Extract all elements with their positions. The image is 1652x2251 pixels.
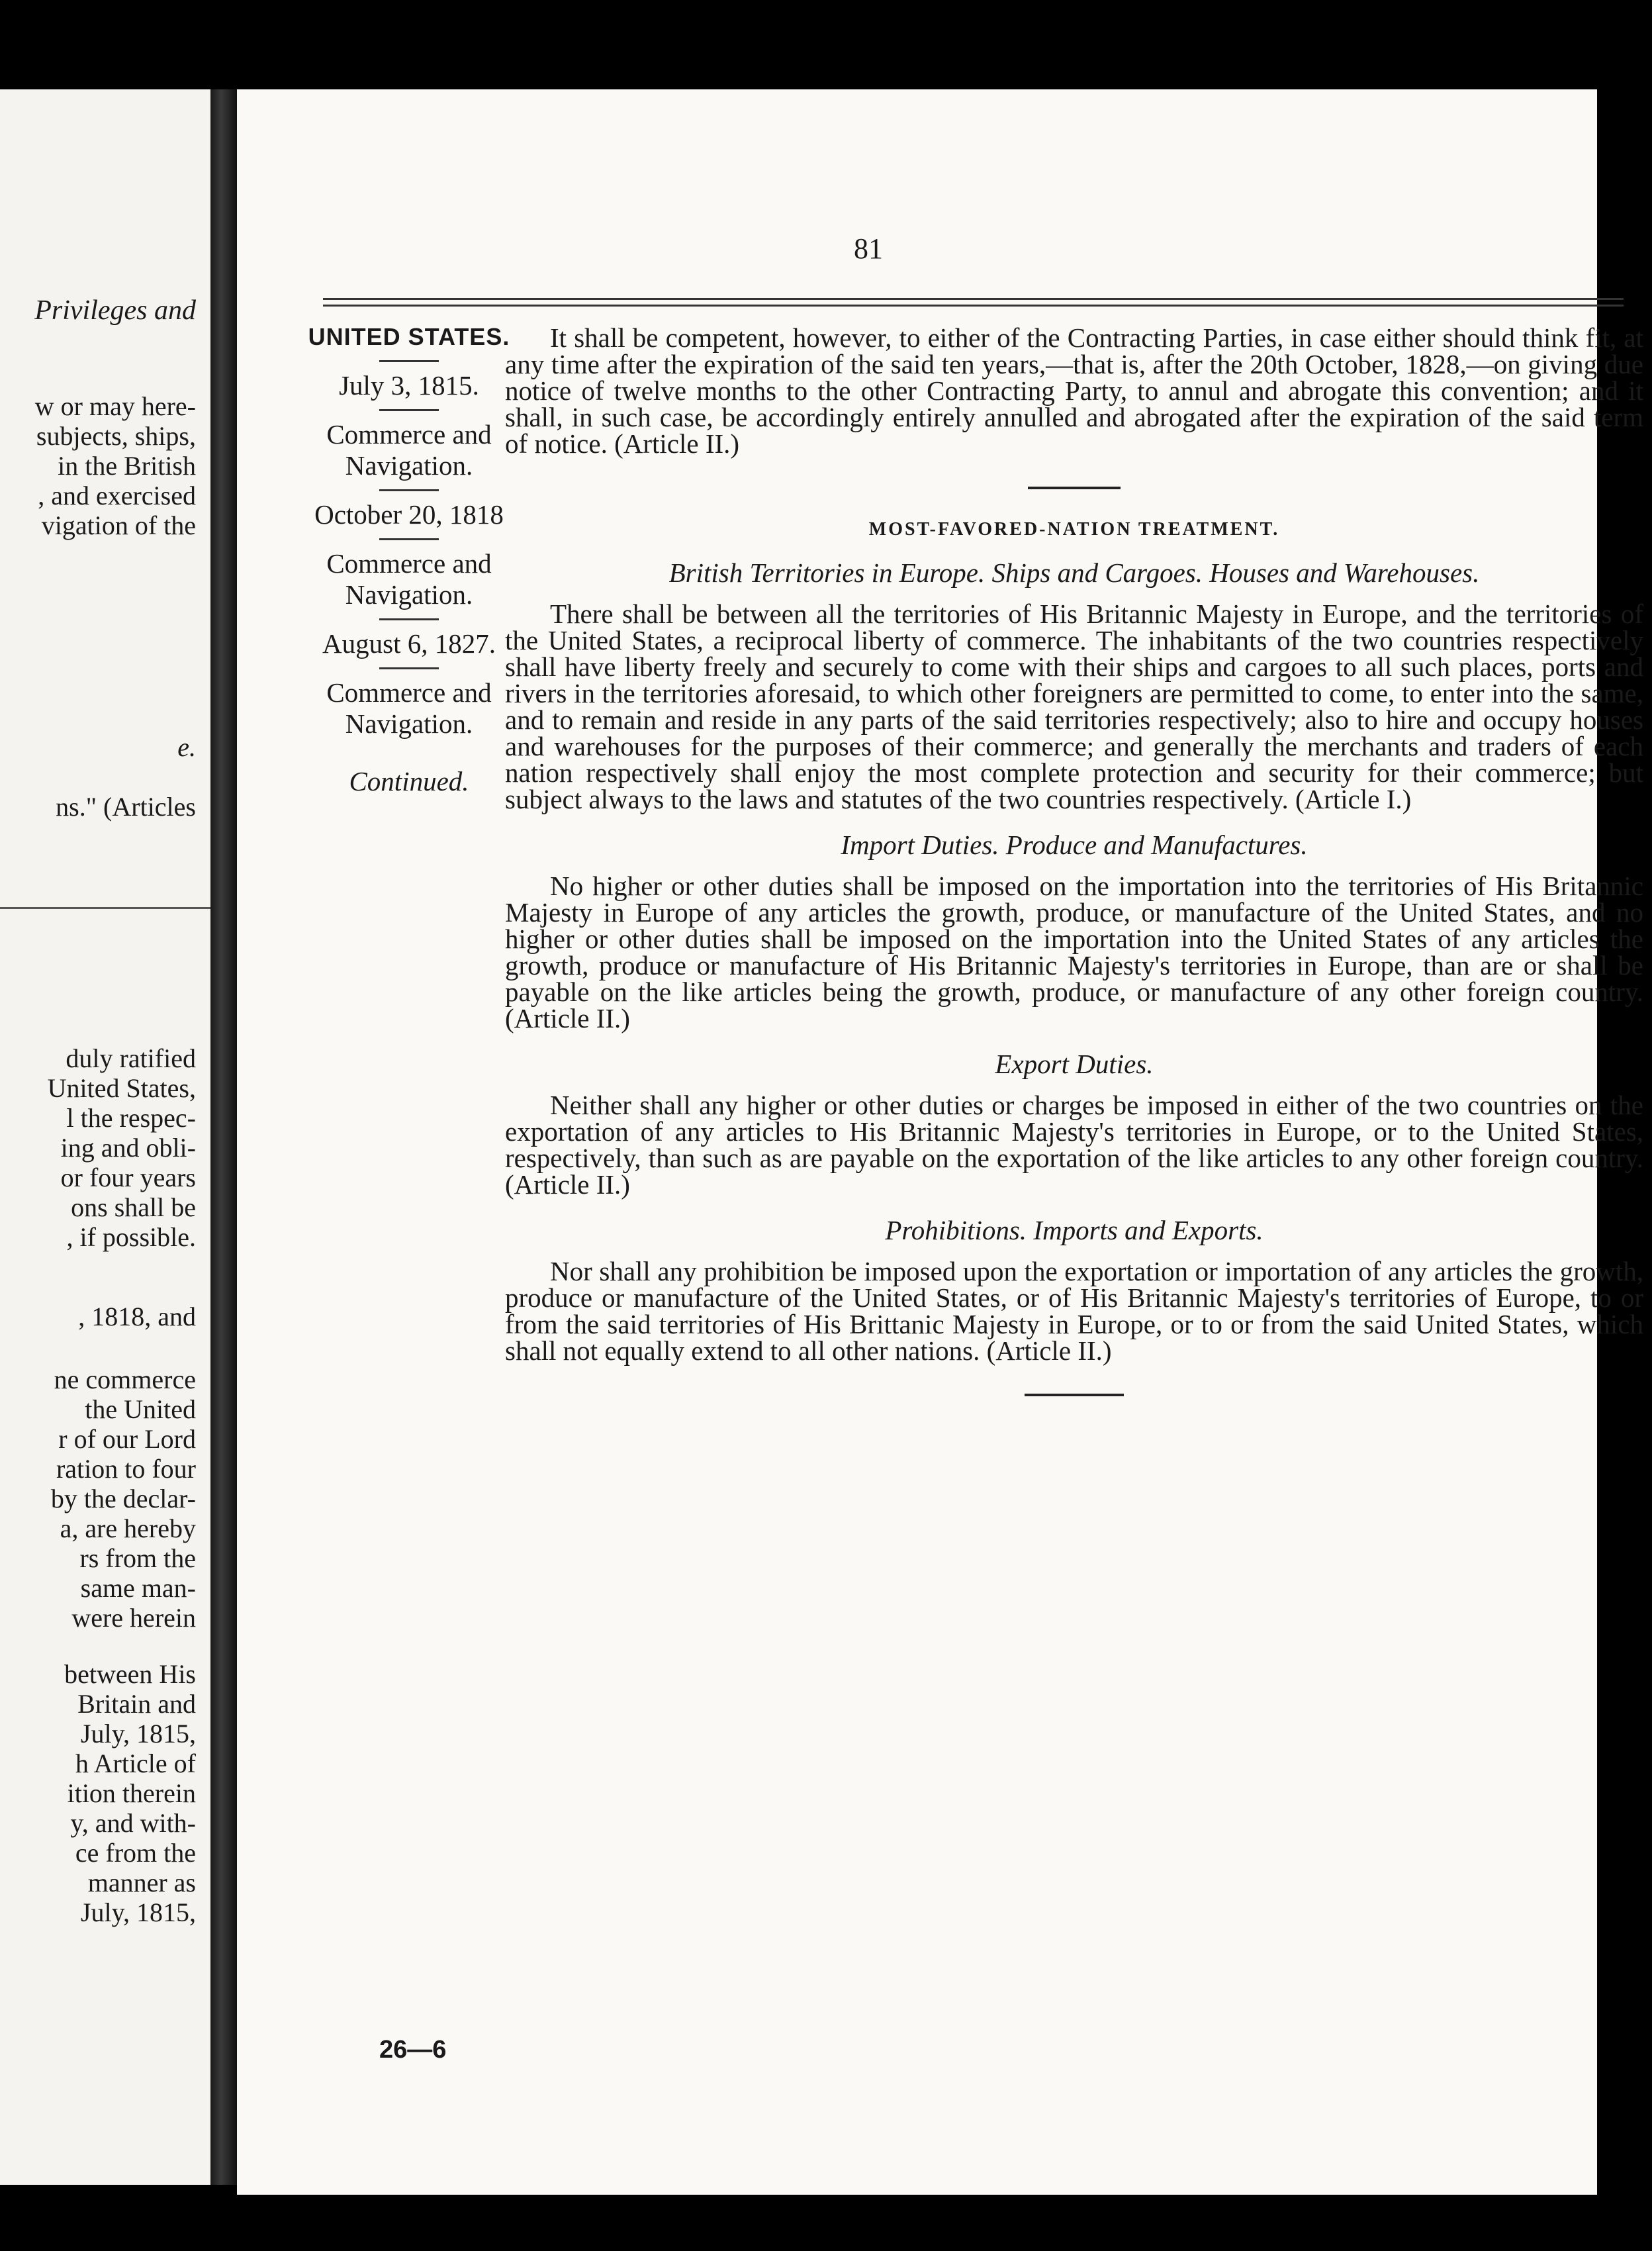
margin-notes [303, 321, 515, 797]
signature-mark: 26—6 [379, 2036, 447, 2064]
left-line: July, 1815, [80, 1897, 196, 1927]
left-line: July, 1815, [80, 1719, 196, 1748]
margin-separator [379, 360, 439, 362]
left-line: ce from the [75, 1838, 196, 1868]
left-line: by the declar- [50, 1484, 196, 1513]
book-spine [210, 89, 237, 2185]
left-line: were herein [71, 1603, 196, 1633]
left-line: , 1818, and [78, 1302, 196, 1331]
left-line: r of our Lord [58, 1424, 196, 1454]
left-line: ration to four [56, 1454, 196, 1484]
subheading: Prohibitions. Imports and Exports. [885, 1215, 1263, 1245]
margin-date: October 20, 1818 [314, 499, 504, 530]
section-divider [1028, 487, 1121, 489]
left-page-rule [0, 907, 210, 909]
left-line: , if possible. [66, 1222, 196, 1252]
left-line: l the respec- [66, 1103, 196, 1133]
left-line: or four years [60, 1163, 196, 1192]
margin-separator [379, 618, 439, 620]
left-line: ition therein [67, 1778, 196, 1808]
section-title: MOST-FAVORED-NATION TREATMENT. [868, 519, 1280, 540]
left-line: a, are hereby [60, 1513, 196, 1543]
subheading: British Territories in Europe. Ships and Cargoes. Houses and Warehouses. [668, 557, 1480, 588]
left-line: h Article of [75, 1748, 196, 1778]
margin-continued: Continued. [349, 766, 469, 796]
subheading: Import Duties. Produce and Manufactures. [841, 830, 1308, 860]
paragraph-intro: It shall be competent, however, to either of the Contracting Parties, in case either should think fit, at any time after the expiration of the said ten years,—that is, after the 20th October, 1828,—on giving due notice of twelve months to the other Contracting Party, to annul and abrogate this convention; and it shall, in such case, be accordingly entirely annulled and abrogated after the expiration of the said term of notice. (Article II.) [505, 322, 1643, 459]
left-line: in the British [58, 451, 196, 481]
left-line: ons shall be [71, 1192, 196, 1222]
left-line: ne commerce [54, 1365, 196, 1394]
paragraph: No higher or other duties shall be imposed on the importation into the territories of His Britannic Majesty in Europe of any articles the growth, produce, or manufacture of the United States, and no higher or other duties shall be imposed on the importation into the United States of any articles the growth, produce or manufacture of His Britannic Majesty's territories in Europe, than are or shall be payable on the like articles being the growth, produce, or manufacture of any other foreign country. (Article II.) [505, 871, 1643, 1033]
margin-subject: Commerce and Navigation. [326, 419, 492, 481]
left-line: same man- [80, 1573, 196, 1603]
margin-date: August 6, 1827. [322, 628, 496, 659]
margin-separator [379, 667, 439, 669]
left-line: w or may here- [34, 391, 196, 421]
paragraph: Neither shall any higher or other duties or charges be imposed in either of the two countries on the exportation of any articles to His Britannic Majesty's territories in Europe, or to the United States, respectively, than such as are payable on the exportation of the like articles to any other foreign country. (Article II.) [505, 1090, 1643, 1200]
end-divider [1025, 1394, 1124, 1396]
margin-separator [379, 538, 439, 540]
left-line: manner as [87, 1868, 196, 1897]
left-line: Britain and [77, 1689, 196, 1719]
left-line: ing and obli- [60, 1133, 196, 1163]
paragraph: There shall be between all the territories of His Britannic Majesty in Europe, and the territories of the United States, a reciprocal liberty of commerce. The inhabitants of the two countries respectively shall have liberty freely and securely to come with their ships and cargoes to all such places, ports and rivers in the territories aforesaid, to which other foreigners are permitted to come, to enter into the same, and to remain and reside in any parts of the said territories respectively; also to hire and occupy houses and warehouses for the purposes of their commerce; and generally the merchants and traders of each nation respectively shall enjoy the most complete protection and security for their commerce; but subject always to the laws and statutes of the two countries respectively. (Article I.) [505, 599, 1643, 814]
left-line: rs from the [79, 1543, 196, 1573]
header-rule-bottom [323, 305, 1624, 307]
left-facing-page [0, 89, 210, 2185]
page-number: 81 [854, 232, 883, 265]
left-line: United States, [47, 1073, 196, 1103]
paragraph: Nor shall any prohibition be imposed upon the exportation or importation of any articles the growth, produce or manufacture of the United States, or of His Britannic Majesty's territories of Europe, to or from the said territories of His Brittanic Majesty in Europe, or to or from the said United States, which shall not equally extend to all other nations. (Article II.) [505, 1256, 1643, 1366]
margin-subject: Commerce and Navigation. [326, 677, 492, 739]
document-page [237, 89, 1643, 2195]
header-rule-top [323, 298, 1624, 300]
left-line: subjects, ships, [36, 421, 196, 451]
margin-separator [379, 409, 439, 411]
margin-date: July 3, 1815. [339, 370, 479, 401]
margin-subject: Commerce and Navigation. [326, 548, 492, 610]
body-text [505, 324, 1643, 1426]
left-line: e. [177, 732, 196, 762]
left-line: between His [64, 1659, 196, 1689]
left-line: ns." (Articles [56, 792, 196, 822]
left-line: the United [85, 1394, 196, 1424]
left-line: duly ratified [66, 1043, 196, 1073]
left-line: vigation of the [41, 510, 196, 540]
subheading: Export Duties. [995, 1049, 1154, 1079]
left-line: , and exercised [38, 481, 196, 510]
margin-country: UNITED STATES. [308, 323, 510, 350]
margin-separator [379, 489, 439, 491]
left-line: y, and with- [70, 1808, 196, 1838]
left-page-header: Privileges and [34, 295, 196, 326]
